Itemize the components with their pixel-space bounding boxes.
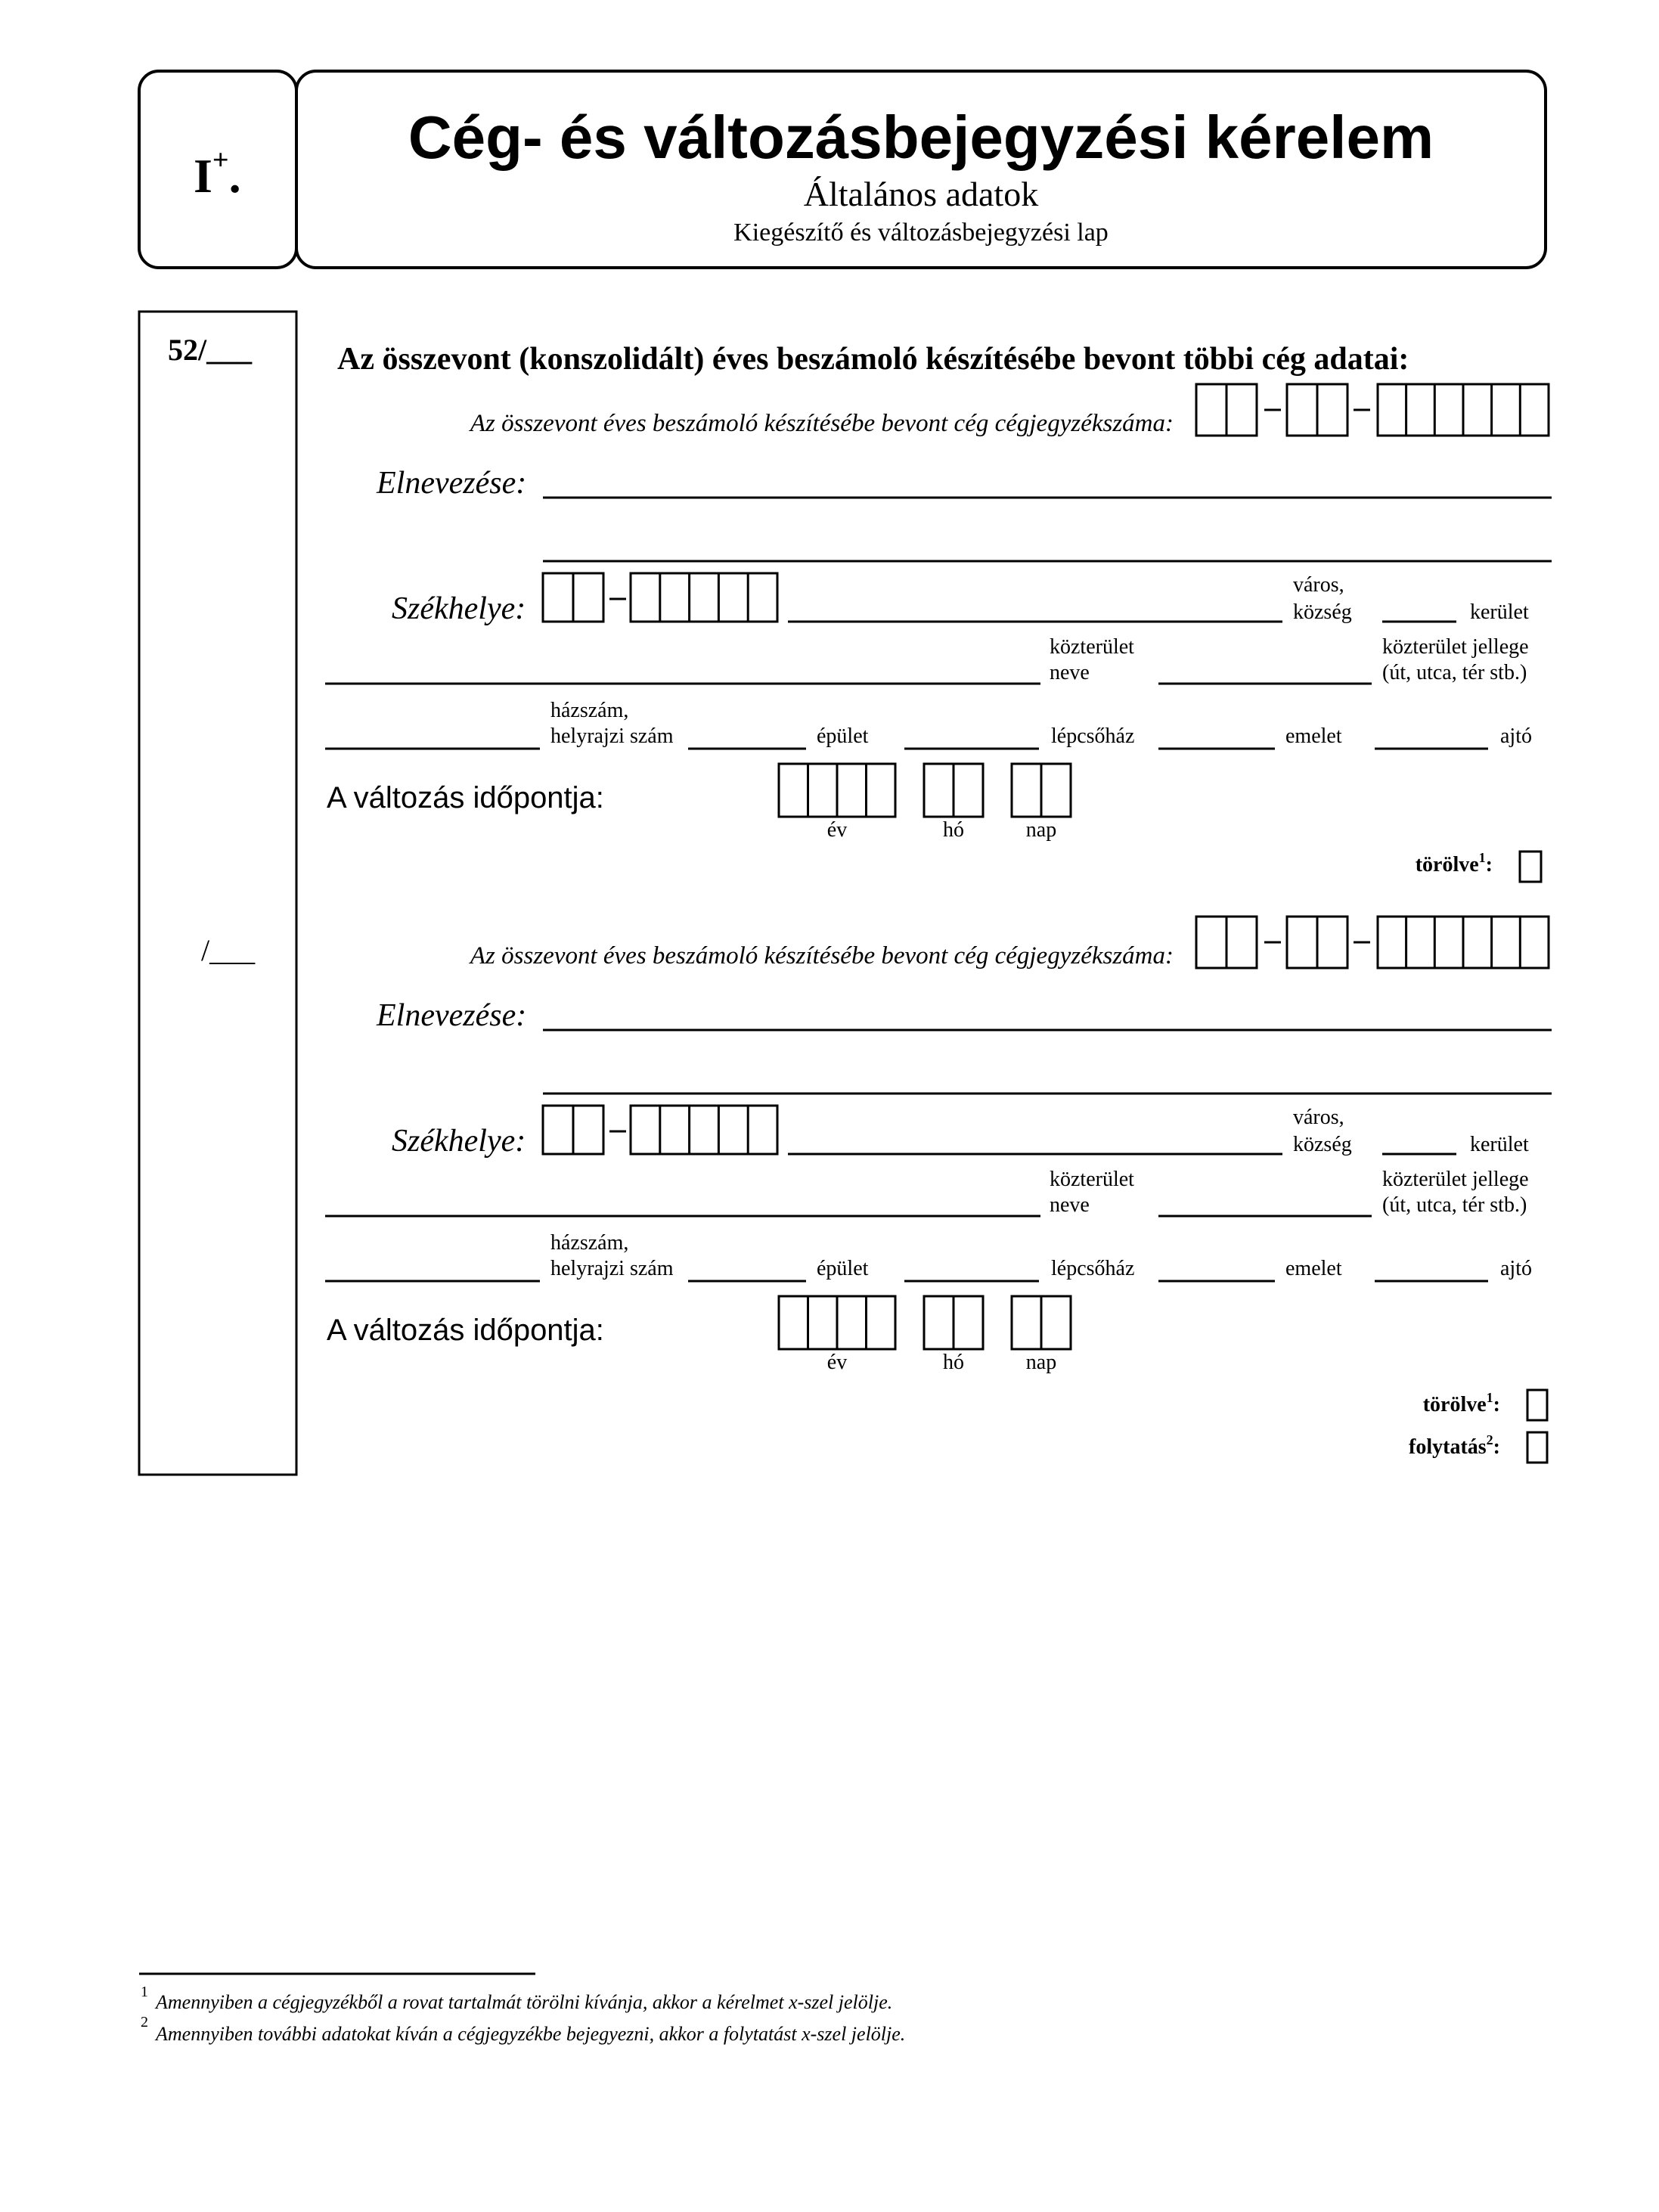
street-type-label-1: közterület jellege [1382,635,1529,659]
postal-code-field[interactable] [543,573,777,622]
footnote-1-text: Amennyiben a cégjegyzékből a rovat tartalmát törölni kívánja, akkor a kérelmet x-szel jelölje. [156,1991,893,2013]
name-label: Elnevezése: [377,466,527,501]
change-date-month-field[interactable] [924,764,983,817]
continue-checkbox[interactable] [1527,1432,1547,1463]
registration-number-field[interactable] [1196,384,1549,436]
street-name-label-1: közterület [1050,1168,1134,1191]
month-label: hó [943,818,964,842]
footnote-2-text: Amennyiben további adatokat kíván a cégjegyzékbe bejegyezni, akkor a folytatást x-szel jelölje. [156,2023,906,2045]
door-label: ajtó [1500,1257,1532,1280]
registration-number-label: Az összevont éves beszámoló készítésébe bevont cég cégjegyzékszáma: [470,410,1174,437]
deleted-label: törölve$^1$: [1415,850,1493,876]
footnote-1-number: 1 [141,1984,148,2000]
floor-label: emelet [1285,724,1342,748]
seat-label: Székhelye: [392,591,526,626]
deleted-label: törölve$^1$: [1422,1390,1500,1416]
name-label: Elnevezése: [377,998,527,1033]
continue-label: folytatás$^2$: [1409,1432,1500,1459]
section-number: 52/___ [168,333,253,367]
building-label: épület [817,724,869,748]
day-label: nap [1025,818,1057,842]
house-number-label-1: házszám, [550,699,629,722]
page-subsubtitle: Kiegészítő és változásbejegyzési lap [733,219,1109,247]
house-number-label-2: helyrajzi szám [550,1257,674,1280]
day-label: nap [1025,1351,1057,1374]
street-type-label-2: (út, utca, tér stb.) [1382,1193,1527,1217]
registration-number-field[interactable] [1196,917,1549,968]
change-date-label: A változás időpontja: [327,781,604,814]
house-number-label-1: házszám, [550,1231,629,1255]
street-type-label-1: közterület jellege [1382,1168,1529,1191]
page-subtitle: Általános adatok [803,175,1039,213]
staircase-label: lépcsőház [1051,724,1135,748]
company-block-1 [325,384,1552,882]
city-label-2: község [1293,600,1352,624]
postal-code-field[interactable] [543,1106,777,1154]
street-name-label-2: neve [1050,661,1090,684]
city-label-1: város, [1293,1106,1344,1129]
change-date-year-field[interactable] [779,1296,895,1349]
staircase-label: lépcsőház [1051,1257,1135,1280]
house-number-label-2: helyrajzi szám [550,724,674,748]
deleted-checkbox[interactable] [1527,1390,1547,1420]
change-date-label: A változás időpontja: [327,1314,604,1347]
registration-number-label: Az összevont éves beszámoló készítésébe bevont cég cégjegyzékszáma: [470,942,1174,969]
change-date-day-field[interactable] [1012,1296,1071,1349]
change-date-year-field[interactable] [779,764,895,817]
seat-label: Székhelye: [392,1124,526,1159]
city-label-1: város, [1293,573,1344,597]
district-label: kerület [1470,1133,1529,1156]
company-block-2 [201,917,1552,1463]
row-number: /___ [201,933,256,967]
footnote-2-number: 2 [141,2014,148,2031]
door-label: ajtó [1500,724,1532,748]
street-name-label-2: neve [1050,1193,1090,1217]
change-date-day-field[interactable] [1012,764,1071,817]
month-label: hó [943,1351,964,1374]
form-code: I+. [194,144,241,203]
deleted-checkbox[interactable] [1520,852,1541,882]
building-label: épület [817,1257,869,1280]
street-name-label-1: közterület [1050,635,1134,659]
page-title: Cég- és változásbejegyzési kérelem [408,104,1434,171]
city-label-2: község [1293,1133,1352,1156]
change-date-month-field[interactable] [924,1296,983,1349]
district-label: kerület [1470,600,1529,624]
section-heading: Az összevont (konszolidált) éves beszámoló készítésébe bevont többi cég adatai: [337,342,1409,377]
street-type-label-2: (út, utca, tér stb.) [1382,661,1527,684]
year-label: év [826,818,848,842]
year-label: év [826,1351,848,1374]
section-number-column [139,312,296,1475]
floor-label: emelet [1285,1257,1342,1280]
